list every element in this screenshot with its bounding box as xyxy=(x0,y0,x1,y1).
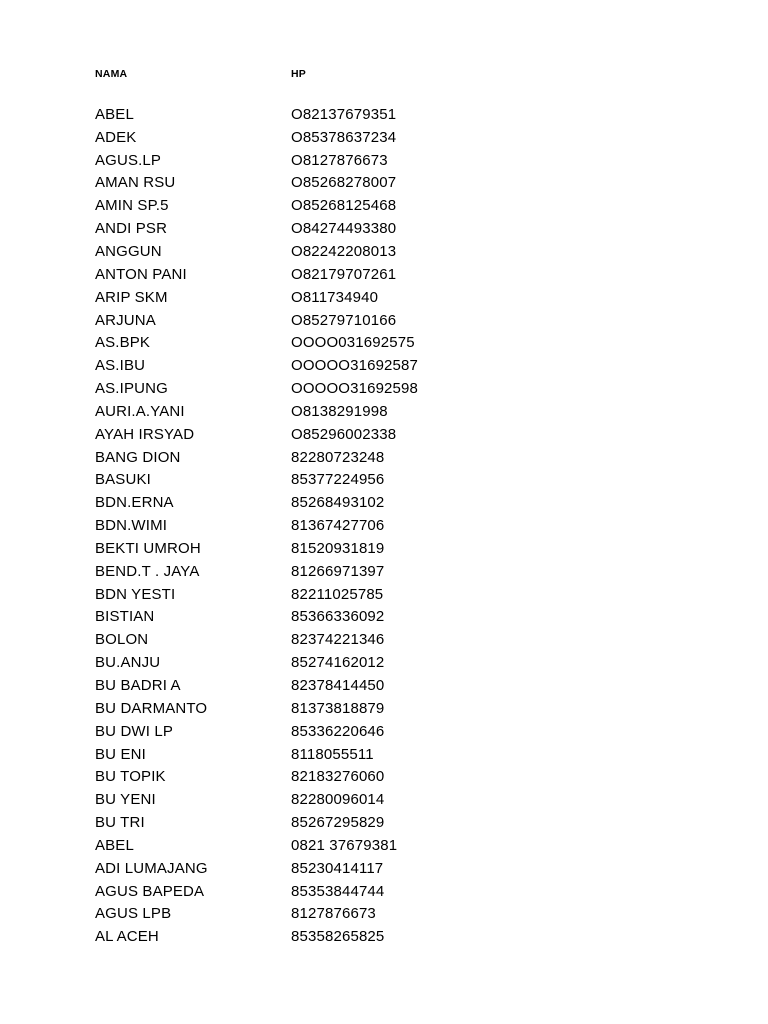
table-row xyxy=(95,720,695,743)
row-hp-cell: 85358265825 xyxy=(291,928,385,946)
row-name-cell: BOLON xyxy=(95,631,149,649)
table-row xyxy=(95,560,695,583)
row-hp-cell: 82280096014 xyxy=(291,791,385,809)
table-row xyxy=(95,354,695,377)
table-row xyxy=(95,423,695,446)
table-row xyxy=(95,309,695,332)
table-header xyxy=(95,64,695,84)
row-hp-cell: O85279710166 xyxy=(291,311,397,329)
table-row xyxy=(95,377,695,400)
table-row xyxy=(95,651,695,674)
table-row xyxy=(95,628,695,651)
row-name-cell: ANTON PANI xyxy=(95,265,187,283)
row-name-cell: BU BADRI A xyxy=(95,677,181,695)
table-row xyxy=(95,925,695,948)
row-hp-cell: O811734940 xyxy=(291,288,379,306)
row-hp-cell: O82242208013 xyxy=(291,242,397,260)
table-row xyxy=(95,126,695,149)
row-hp-cell: 8118055511 xyxy=(291,745,374,763)
table-row xyxy=(95,834,695,857)
table-row xyxy=(95,263,695,286)
row-name-cell: BDN.WIMI xyxy=(95,517,168,535)
row-name-cell: AGUS LPB xyxy=(95,905,172,923)
row-hp-cell: O8138291998 xyxy=(291,402,388,420)
row-hp-cell: O85268278007 xyxy=(291,174,397,192)
row-hp-cell: O84274493380 xyxy=(291,220,397,238)
row-name-cell: AURI.A.YANI xyxy=(95,402,185,420)
row-name-cell: BU TRI xyxy=(95,814,145,832)
table-row xyxy=(95,514,695,537)
row-name-cell: BEKTI UMROH xyxy=(95,539,201,557)
row-name-cell: AL ACEH xyxy=(95,928,159,946)
row-hp-cell: 0821 37679381 xyxy=(291,836,398,854)
table-row xyxy=(95,286,695,309)
row-hp-cell: 8127876673 xyxy=(291,905,376,923)
row-name-cell: AMIN SP.5 xyxy=(95,197,169,215)
table-row xyxy=(95,765,695,788)
table-row xyxy=(95,880,695,903)
table-row xyxy=(95,537,695,560)
row-hp-cell: 81367427706 xyxy=(291,517,385,535)
header-name: NAMA xyxy=(95,68,128,80)
table-row xyxy=(95,811,695,834)
row-name-cell: BU TOPIK xyxy=(95,768,166,786)
row-hp-cell: O85296002338 xyxy=(291,425,397,443)
row-hp-cell: 82374221346 xyxy=(291,631,385,649)
header-hp: HP xyxy=(291,68,306,80)
row-hp-cell: 82378414450 xyxy=(291,677,385,695)
row-hp-cell: 85366336092 xyxy=(291,608,385,626)
table-row xyxy=(95,103,695,126)
row-hp-cell: OOOO031692575 xyxy=(291,334,415,352)
row-hp-cell: O82137679351 xyxy=(291,105,397,123)
row-hp-cell: OOOOO31692598 xyxy=(291,380,419,398)
row-hp-cell: 82280723248 xyxy=(291,448,385,466)
row-name-cell: BISTIAN xyxy=(95,608,155,626)
row-hp-cell: 85268493102 xyxy=(291,494,385,512)
row-hp-cell: 81520931819 xyxy=(291,539,385,557)
row-name-cell: AS.BPK xyxy=(95,334,151,352)
row-name-cell: AGUS BAPEDA xyxy=(95,882,205,900)
table-row xyxy=(95,469,695,492)
table-row xyxy=(95,446,695,469)
row-hp-cell: 85267295829 xyxy=(291,814,385,832)
table-row xyxy=(95,697,695,720)
row-name-cell: AMAN RSU xyxy=(95,174,176,192)
row-name-cell: BU ENI xyxy=(95,745,146,763)
row-hp-cell: 81373818879 xyxy=(291,699,385,717)
table-row xyxy=(95,743,695,766)
row-name-cell: AGUS.LP xyxy=(95,151,162,169)
row-name-cell: BU DWI LP xyxy=(95,722,174,740)
row-name-cell: ADEK xyxy=(95,128,137,146)
row-name-cell: BU DARMANTO xyxy=(95,699,208,717)
row-name-cell: ARIP SKM xyxy=(95,288,168,306)
contact-table xyxy=(95,64,695,948)
row-name-cell: ARJUNA xyxy=(95,311,156,329)
row-name-cell: ANDI PSR xyxy=(95,220,168,238)
row-name-cell: BANG DION xyxy=(95,448,181,466)
table-row xyxy=(95,240,695,263)
row-hp-cell: 82183276060 xyxy=(291,768,385,786)
row-hp-cell: 85353844744 xyxy=(291,882,385,900)
table-row xyxy=(95,194,695,217)
row-name-cell: AYAH IRSYAD xyxy=(95,425,195,443)
table-row xyxy=(95,491,695,514)
row-name-cell: ADI LUMAJANG xyxy=(95,859,208,877)
table-row xyxy=(95,149,695,172)
table-row xyxy=(95,903,695,926)
row-hp-cell: 85377224956 xyxy=(291,471,385,489)
table-row xyxy=(95,606,695,629)
row-hp-cell: OOOOO31692587 xyxy=(291,357,419,375)
row-name-cell: BEND.T . JAYA xyxy=(95,562,200,580)
row-hp-cell: 85274162012 xyxy=(291,654,385,672)
table-body xyxy=(95,103,695,948)
table-row xyxy=(95,674,695,697)
table-row xyxy=(95,788,695,811)
row-hp-cell: O8127876673 xyxy=(291,151,388,169)
table-row xyxy=(95,172,695,195)
row-hp-cell: 85336220646 xyxy=(291,722,385,740)
table-row xyxy=(95,217,695,240)
row-hp-cell: 81266971397 xyxy=(291,562,385,580)
row-name-cell: BDN.ERNA xyxy=(95,494,174,512)
row-name-cell: AS.IBU xyxy=(95,357,146,375)
row-hp-cell: 82211025785 xyxy=(291,585,384,603)
row-name-cell: BASUKI xyxy=(95,471,151,489)
row-hp-cell: O85268125468 xyxy=(291,197,397,215)
row-name-cell: BDN YESTI xyxy=(95,585,176,603)
table-row xyxy=(95,583,695,606)
row-hp-cell: O85378637234 xyxy=(291,128,397,146)
row-name-cell: AS.IPUNG xyxy=(95,380,168,398)
row-name-cell: BU.ANJU xyxy=(95,654,161,672)
row-name-cell: ABEL xyxy=(95,836,134,854)
table-row xyxy=(95,331,695,354)
row-name-cell: ANGGUN xyxy=(95,242,162,260)
row-name-cell: ABEL xyxy=(95,105,134,123)
table-row xyxy=(95,857,695,880)
table-row xyxy=(95,400,695,423)
row-name-cell: BU YENI xyxy=(95,791,156,809)
row-hp-cell: 85230414117 xyxy=(291,859,384,877)
row-hp-cell: O82179707261 xyxy=(291,265,397,283)
